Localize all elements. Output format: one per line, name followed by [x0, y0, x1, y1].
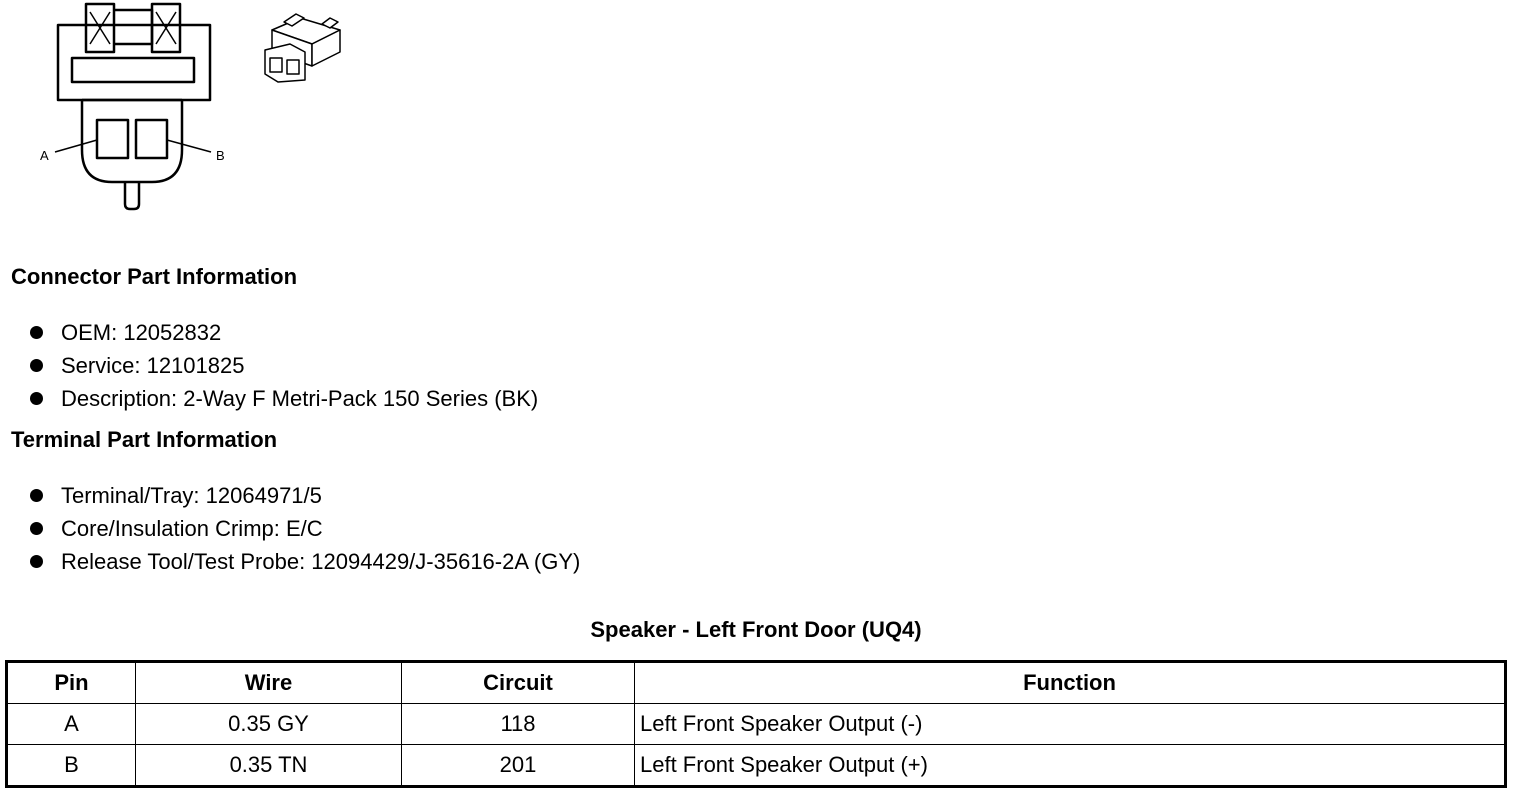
list-item: Service: 12101825	[30, 349, 538, 382]
connector-part-heading: Connector Part Information	[11, 264, 298, 289]
column-header-pin: Pin	[7, 662, 136, 704]
pin-table	[5, 660, 1507, 788]
terminal-part-list	[30, 479, 580, 578]
bullet-icon	[30, 522, 43, 535]
pin-cell: B	[7, 745, 136, 787]
function-cell: Left Front Speaker Output (+)	[635, 745, 1506, 787]
column-header-wire: Wire	[136, 662, 402, 704]
circuit-cell: 201	[402, 745, 635, 787]
table-row	[7, 704, 1506, 745]
terminal-part-heading: Terminal Part Information	[11, 427, 278, 452]
bullet-icon	[30, 489, 43, 502]
list-item: Description: 2-Way F Metri-Pack 150 Series (BK)	[30, 382, 538, 415]
column-header-function: Function	[635, 662, 1506, 704]
table-header-row	[7, 662, 1506, 704]
list-item: Release Tool/Test Probe: 12094429/J-35616-2A (GY)	[30, 545, 580, 578]
wire-cell: 0.35 GY	[136, 704, 402, 745]
list-item: OEM: 12052832	[30, 316, 538, 349]
pin-a-label: A	[40, 148, 49, 163]
list-item: Terminal/Tray: 12064971/5	[30, 479, 580, 512]
bullet-icon	[30, 555, 43, 568]
column-header-circuit: Circuit	[402, 662, 635, 704]
bullet-icon	[30, 326, 43, 339]
connector-iso-icon	[265, 14, 340, 82]
circuit-cell: 118	[402, 704, 635, 745]
connector-part-list	[30, 316, 538, 415]
wire-cell: 0.35 TN	[136, 745, 402, 787]
bullet-icon	[30, 359, 43, 372]
pin-b-label: B	[216, 148, 225, 163]
connector-diagram	[0, 0, 380, 230]
function-cell: Left Front Speaker Output (-)	[635, 704, 1506, 745]
bullet-icon	[30, 392, 43, 405]
pin-cell: A	[7, 704, 136, 745]
list-item: Core/Insulation Crimp: E/C	[30, 512, 580, 545]
table-title: Speaker - Left Front Door (UQ4)	[590, 617, 922, 642]
table-row	[7, 745, 1506, 787]
